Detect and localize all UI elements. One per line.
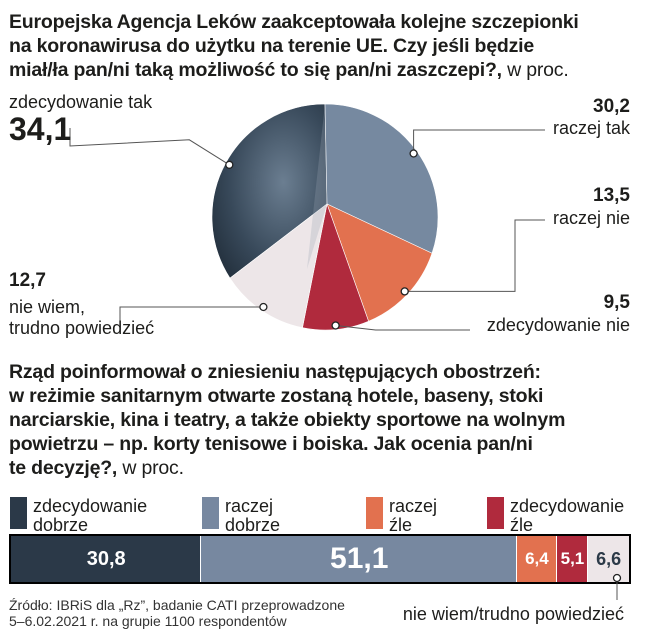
- pie-value-raczej-nie: 13,5: [593, 185, 630, 206]
- pie-label-nie-wiem-line-1: nie wiem,: [9, 297, 86, 317]
- legend-label-line: źle: [510, 515, 534, 535]
- bar-seg-nie-wiem-value: 6,6: [596, 549, 622, 569]
- question-2-line-5-text: te decyzję?,: [9, 457, 118, 479]
- question-1-unit: w proc.: [507, 59, 569, 81]
- legend-label-line: raczej: [389, 496, 438, 516]
- question-2-line-2: w reżimie sanitarnym otwarte zostaną hotele, baseny, stoki: [9, 385, 544, 407]
- question-2-line-1: Rząd poinformował o zniesieniu następujących obostrzeń:: [9, 361, 541, 383]
- bar-seg-raczej-zle-value: 6,4: [525, 549, 549, 568]
- legend-label-line: dobrze: [225, 515, 281, 535]
- pie-label-raczej-tak: raczej tak: [552, 118, 630, 138]
- legend-label-line: zdecydowanie: [33, 496, 148, 516]
- question-2-line-3: narciarskie, kina i teatry, a także obiekty sportowe na wolnym: [9, 409, 566, 431]
- legend-label-line: raczej: [225, 496, 274, 516]
- pie-label-zdecydowanie-tak: zdecydowanie tak: [9, 92, 153, 112]
- question-1-line-1: Europejska Agencja Leków zaakceptowała kolejne szczepionki: [9, 11, 579, 33]
- pie-value-nie-wiem: 12,7: [9, 270, 46, 291]
- legend-label-line: źle: [389, 515, 413, 535]
- bar-seg-zdecydowanie-zle-value: 5,1: [560, 549, 585, 568]
- bar-label-nie-wiem: nie wiem/trudno powiedzieć: [402, 604, 624, 624]
- bar-seg-raczej-dobrze-value: 51,1: [330, 542, 389, 575]
- source-line-1: Źródło: IBRiS dla „Rz”, badanie CATI przeprowadzone: [9, 597, 345, 613]
- question-2-line-4: powietrzu – np. korty tenisowe i boiska. Jak ocenia pan/ni: [9, 433, 533, 455]
- question-1-line-3-text: miał/ła pan/ni taką możliwość to się pan/ni zaszczepi?,: [9, 59, 502, 81]
- legend-label-line: zdecydowanie: [510, 496, 625, 516]
- legend-label-line: dobrze: [33, 515, 89, 535]
- pie-label-raczej-nie: raczej nie: [552, 208, 630, 228]
- pie-value-zdecydowanie-tak: 34,1: [9, 111, 72, 147]
- pie-label-nie-wiem-line-2: trudno powiedzieć: [9, 318, 155, 338]
- source-line-2: 5–6.02.2021 r. na grupie 1100 respondentów: [9, 613, 287, 629]
- pie-value-raczej-tak: 30,2: [593, 96, 630, 117]
- pie-value-zdecydowanie-nie: 9,5: [603, 292, 630, 313]
- pie-label-zdecydowanie-nie: zdecydowanie nie: [486, 315, 630, 335]
- question-2-unit: w proc.: [122, 457, 184, 479]
- bar-seg-zdecydowanie-dobrze-value: 30,8: [86, 548, 126, 570]
- question-1-line-2: na koronawirusa do użytku na terenie UE. Czy jeśli będzie: [9, 35, 534, 57]
